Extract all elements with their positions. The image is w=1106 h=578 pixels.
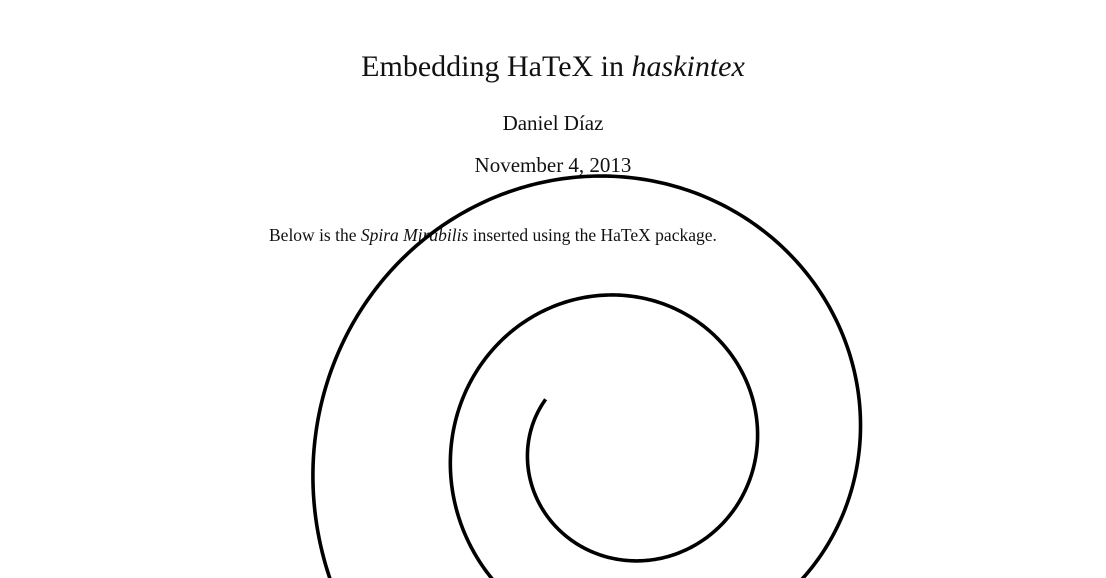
title-text: Embedding HaTeX in	[361, 50, 632, 83]
spiral-curve	[313, 176, 861, 578]
author: Daniel Díaz	[502, 111, 604, 135]
paragraph-emphasis: Spira Mirabilis	[360, 225, 469, 245]
date: November 4, 2013	[474, 153, 632, 177]
paragraph-before: Below is the	[269, 225, 361, 245]
paragraph-after: inserted using the HaTeX package.	[468, 225, 717, 245]
title-emphasis: haskintex	[631, 50, 745, 83]
